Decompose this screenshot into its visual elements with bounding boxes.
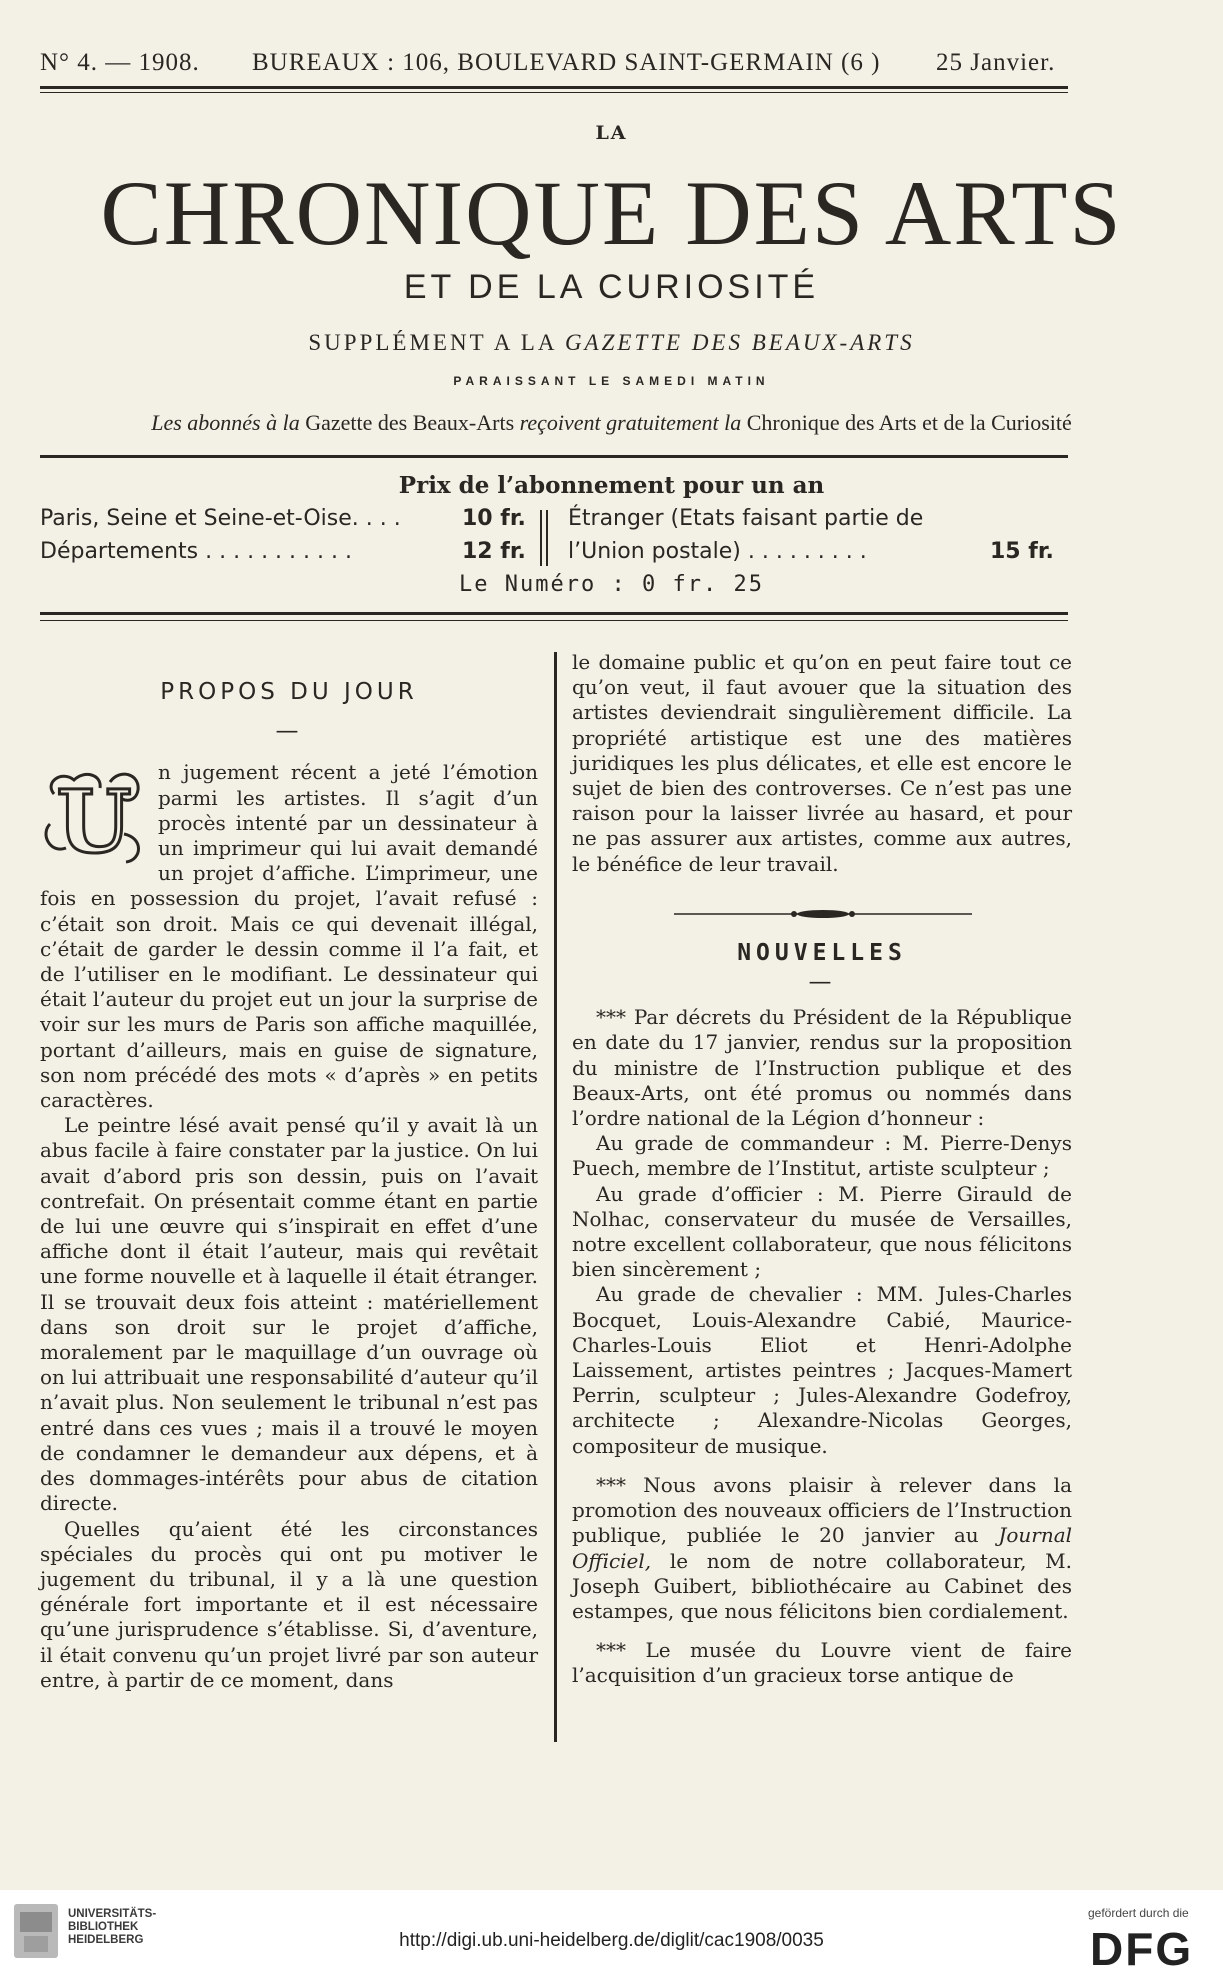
propos-paragraph-3: Quelles qu’aient été les circonstances spéciales du procès qui ont pu motiver le jugement du tribunal, il y a là une question générale fort importante et il est nécessaire qu’une jurisprudence s’établisse. Si, d’aventure, il était convenu qu’un projet livré par son auteur entre, à partir de ce moment, dans [40,1516,538,1692]
prix-etranger-price [990,539,1054,564]
propos-dash: — [275,718,303,745]
nouvelles-officier: Au grade d’officier : M. Pierre Girauld de Nolhac, conservateur du musée de Versailles, notre excellent collaborateur, que nous félicitons bien sincèrement ; [572,1181,1072,1282]
prix-title: Prix de l’abonnement pour un an [398,472,825,499]
nouvelles-louvre: *** Le musée du Louvre vient de faire l’acquisition d’un gracieux torse antique de [572,1638,1072,1688]
paris-price-value: 10 fr. [462,506,526,531]
ornate-dropcap-icon [40,764,148,872]
prix-paris-label: Paris, Seine et Seine-et-Oise. . . . [40,506,401,531]
prix-divider-left [540,510,542,566]
head-rule-thin [40,92,1068,93]
prix-rule-thin [40,620,1068,621]
nouvelles-decrets: *** Par décrets du Président de la République en date du 17 janvier, rendus sur la proposition du ministre de l’Instruction publique et des Beaux-Arts, ont été promus ou nommés dans l’ordre national de la Légion d’honneur : [572,1005,1072,1131]
right-column [572,650,1072,1689]
prix-depts-price [462,539,526,564]
journal-subtitle: ET DE LA CURIOSITÉ [403,268,820,306]
abonnes-line [0,410,1223,436]
abonnes-part3: reçoivent gratuitement la [519,410,742,435]
column-divider [554,652,557,1742]
masthead-rule [40,455,1068,458]
prix-etranger-line1: Étranger (Etats faisant partie de [568,506,924,531]
ornamental-divider-icon [572,897,1072,931]
uni-line-2: BIBLIOTHEK [68,1921,139,1933]
prix-depts-label: Départements . . . . . . . . . . . [40,539,352,564]
prix-etranger-line2: l’Union postale) . . . . . . . . . [568,539,867,564]
depts-price-value: 12 fr. [462,539,526,564]
title-la: LA [595,122,628,144]
dropcap-letter: U [56,772,132,873]
propos-continuation: le domaine public et qu’on en peut faire tout ce qu’on veut, il faut avouer que la situation des artistes deviendrait singulièrement difficile. La propriété artistique est une des matières juridiques les plus délicates, et elle est encore le sujet de bien des controverses. Ce n’est pas une raison pour la laisser livrée au hasard, et pour ne pas assurer aux artistes, comme aux autres, le bénéfice de leur travail. [572,650,1072,876]
abonnes-part2: Gazette des Beaux-Arts [305,410,515,435]
dfg-logo-icon [1090,1925,1208,1969]
dfg-logo-text: DFG [1090,1925,1194,1969]
bureaux-address: BUREAUX : 106, BOULEVARD SAINT-GERMAIN (6 ) [252,49,881,76]
etranger-price-value: 15 fr. [990,539,1054,564]
guibert-text-a: *** Nous avons plaisir à relever dans la promotion des nouveaux officiers de l’Instruction publique, publiée le 20 janvier au [572,1472,1072,1548]
nouvelles-dash: — [808,969,836,996]
paraissant-line: PARAISSANT LE SAMEDI MATIN [453,374,770,388]
numero-price: Le Numéro : 0 fr. 25 [459,572,764,597]
uni-line-1: UNIVERSITÄTS- [68,1908,157,1920]
abonnes-part1: Les abonnés à la [151,410,300,435]
supplement-gazette: GAZETTE DES BEAUX-ARTS [564,330,915,355]
digitization-url[interactable]: http://digi.ub.uni-heidelberg.de/diglit/cac1908/0035 [399,1930,824,1951]
issue-date: 25 Janvier. [936,49,1056,76]
supplement-line [0,330,1223,356]
left-column [40,680,538,1693]
uni-line-3: HEIDELBERG [68,1934,144,1946]
supplement-prefix: SUPPLÉMENT A LA [308,330,557,355]
propos-heading: PROPOS DU JOUR [160,679,418,705]
nouvelles-heading: NOUVELLES [737,939,907,966]
head-rule [40,86,1068,89]
prix-rule [40,612,1068,615]
nouvelles-guibert [572,1473,1072,1624]
nouvelles-chevalier: Au grade de chevalier : MM. Jules-Charles Bocquet, Louis-Alexandre Cabié, Maurice-Charles-Louis Eliot et Henri-Adolphe Laissement, artistes peintres ; Jacques-Mamert Perrin, sculpteur ; Jules-Alexandre Godefroy, architecte ; Alexandre-Nicolas Georges, compositeur de musique. [572,1282,1072,1458]
dfg-funding-note: gefördert durch die [1088,1906,1189,1920]
abonnes-part4: Chronique des Arts et de la Curiosité [746,410,1072,435]
propos-paragraph-1-text: n jugement récent a jeté l’émotion parmi les artistes. Il s’agit d’un procès intenté par un dessinateur à un imprimeur qui lui avait demandé un projet d’affiche. L’imprimeur, une fois en possession du projet, l’avait refusé : c’était son droit. Mais ce qui devenait illégal, c’était de garder le dessin comme il l’a fait, et de l’utiliser en le modifiant. Le dessinateur qui était l’auteur du projet eut un jour la surprise de voir sur les murs de Paris son affiche maquillée, portant d’ailleurs, mais en guise de signature, son nom précédé des mots « d’après » en petits caractères. [40,760,538,1113]
prix-paris-price [462,506,526,531]
journal-title: CHRONIQUE DES ARTS [100,162,1123,264]
prix-divider-right [546,510,548,566]
propos-paragraph-2: Le peintre lésé avait pensé qu’il y avait là un abus facile à faire constater par la justice. On lui avait d’abord pris son dessin, puis on l’avait contrefait. On présentait comme étant en partie de lui une œuvre qui s’inspirait en effet d’une affiche dont il était l’auteur, mais qui revêtait une forme nouvelle et à laquelle il était étranger. Il se trouvait deux fois atteint : matériellement dans son droit sur le projet d’affiche, moralement par le maquillage d’un ouvrage où on lui attribuait une responsabilité d’auteur qu’il n’avait plus. Non seulement le tribunal n’est pas entré dans ces vues ; mais il a trouvé le moyen de condamner le demandeur aux dépens, et à des dommages-intérêts pour abus de citation directe. [40,1113,538,1516]
nouvelles-commandeur: Au grade de commandeur : M. Pierre-Denys Puech, membre de l’Institut, artiste sculpteur ; [572,1131,1072,1181]
propos-paragraph-1 [40,760,538,1113]
issue-number: N° 4. — 1908. [40,49,200,76]
running-head [40,45,1060,85]
journal-officiel-title: Journal Officiel, [572,1523,1073,1573]
guibert-text-c: le nom de notre collaborateur, M. Joseph Guibert, bibliothécaire au Cabinet des estampes, que nous félicitons bien cordialement. [572,1548,1073,1623]
